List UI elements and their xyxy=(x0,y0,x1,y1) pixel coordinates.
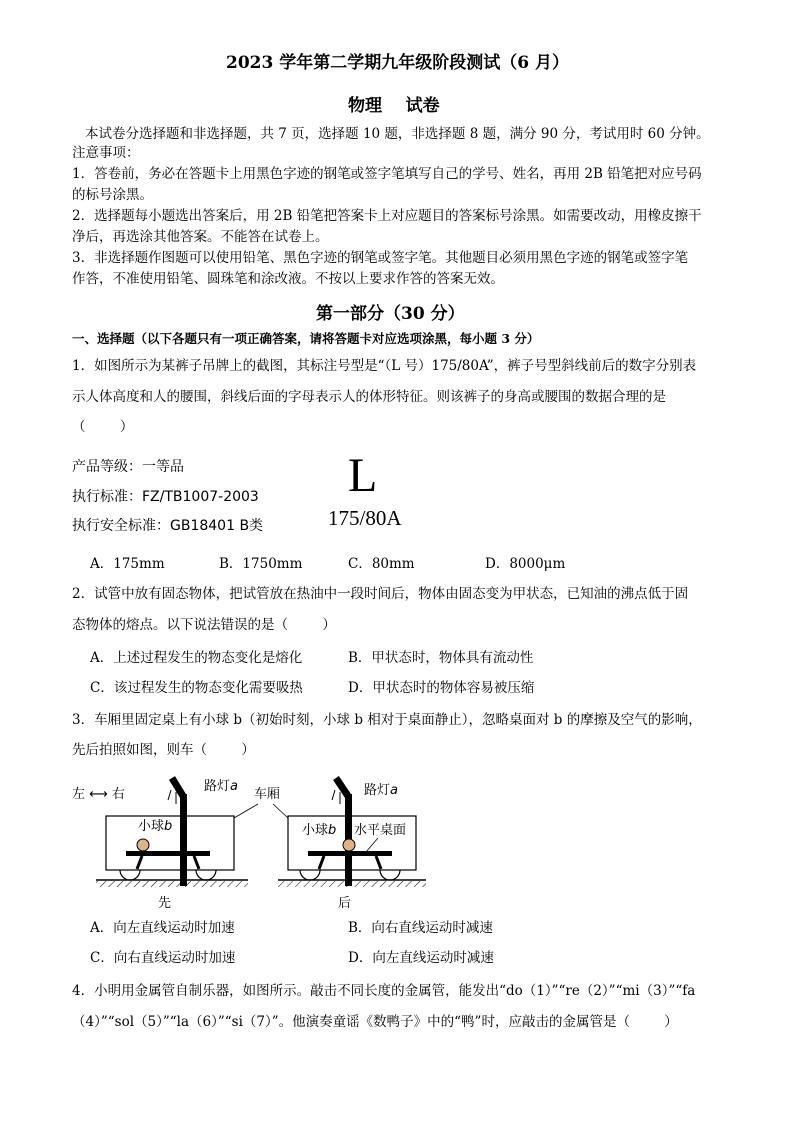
tag-safety: 执行安全标准：GB18401 B类 xyxy=(72,518,264,534)
ball-label-after: 小球 xyxy=(302,823,329,838)
tag-grade: 产品等级：一等品 xyxy=(72,459,184,475)
lamp-post-before xyxy=(180,794,187,886)
ball-after xyxy=(343,839,355,851)
ball-var-before: b xyxy=(164,819,173,834)
svg-text:小球b xyxy=(138,818,172,834)
note-1-cont: 的标号涂黑。 xyxy=(72,187,153,203)
q2-option-b: B．甲状态时，物体具有流动性 xyxy=(348,650,534,666)
section-heading: 一、选择题（以下各题只有一项正确答案，请将答题卡对应选项涂黑，每小题 3 分） xyxy=(72,331,540,346)
svg-text:路灯a xyxy=(364,783,398,798)
table-top-after xyxy=(308,851,392,856)
q3-option-d: D．向左直线运动时减速 xyxy=(348,950,494,966)
direction-label: 左 ⟷ 右 xyxy=(72,787,125,802)
table-top-before xyxy=(126,851,210,856)
q2-option-c: C．该过程发生的物态变化需要吸热 xyxy=(90,680,303,696)
tag-size-number: 175/80A xyxy=(328,506,402,530)
note-2: 2．选择题每小题选出答案后，用 2B 铅笔把答案卡上对应题目的答案标号涂黑。如需要改动，用橡皮擦干 xyxy=(72,208,702,224)
q2-option-a: A．上述过程发生的物态变化是熔化 xyxy=(90,650,303,666)
q3-option-a: A．向左直线运动时加速 xyxy=(90,920,235,936)
tag-size-letter: L xyxy=(348,449,378,502)
lamp-var-before: a xyxy=(230,779,238,794)
ball-before xyxy=(137,839,149,851)
lamp-label-after: 路灯 xyxy=(364,783,391,798)
q1-option-a: A．175mm xyxy=(90,556,165,572)
note-3-cont: 作答，不准使用铅笔、圆珠笔和涂改液。不按以上要求作答的答案无效。 xyxy=(72,271,504,287)
note-1: 1．答卷前，务必在答题卡上用黑色字迹的钢笔或签字笔填写自己的学号、姓名，再用 2B 铅笔把对应号码 xyxy=(72,166,702,182)
ball-label-before: 小球 xyxy=(138,819,165,834)
tag-standard: 执行标准：FZ/TB1007-2003 xyxy=(72,489,259,505)
lamp-arm-before xyxy=(172,778,183,796)
q2-option-d: D．甲状态时的物体容易被压缩 xyxy=(348,680,535,696)
table-label: 水平桌面 xyxy=(354,823,407,838)
before-label: 先 xyxy=(158,896,172,911)
note-3: 3．非选择题作图题可以使用铅笔、黑色字迹的钢笔或签字笔。其他题目必须用黑色字迹的钢笔或签字笔 xyxy=(72,250,689,266)
q4-stem-cont: （4）”“sol（5）”“la（6）”“si（7）”。他演奏童谣《数鸭子》中的“鸭”时，应敲击的金属管是（ ） xyxy=(72,1014,678,1030)
q2-stem-cont: 态物体的熔点。以下说法错误的是（ ） xyxy=(72,617,336,633)
q3-option-c: C．向右直线运动时加速 xyxy=(90,950,236,966)
part-heading: 第一部分（30 分） xyxy=(316,304,465,324)
exam-title: 2023 学年第二学期九年级阶段测试（6 月） xyxy=(226,53,569,73)
notes-heading: 注意事项： xyxy=(72,145,140,161)
scene-after xyxy=(278,778,426,911)
q1-option-c: C．80mm xyxy=(348,556,415,572)
svg-text:路灯a xyxy=(204,779,238,794)
q3-figure xyxy=(68,766,428,911)
q1-stem-cont: 示人体高度和人的腰围，斜线后面的字母表示人的体形特征。则该裤子的身高或腰围的数据合理的是 xyxy=(72,389,666,405)
lamp-var-after: a xyxy=(390,783,398,798)
q1-answer-paren: （ ） xyxy=(72,419,134,435)
q1-option-d: D．8000μm xyxy=(485,556,566,572)
q3-stem-cont: 先后拍照如图，则车（ ） xyxy=(72,742,255,758)
carriage-label: 车厢 xyxy=(254,787,281,802)
svg-text:小球b xyxy=(302,822,336,838)
q1-option-b: B．1750mm xyxy=(219,556,303,572)
q2-stem: 2．试管中放有固态物体，把试管放在热油中一段时间后，物体由固态变为甲状态，已知油的沸点低于固 xyxy=(72,586,689,602)
intro-line: 本试卷分选择题和非选择题，共 7 页，选择题 10 题，非选择题 8 题，满分 90 分，考试用时 60 分钟。 xyxy=(85,126,710,142)
q1-stem: 1．如图所示为某裤子吊牌上的截图，其标注号型是“（L 号）175/80A”，裤子号型斜线前后的数字分别表 xyxy=(72,358,697,374)
q3-stem: 3．车厢里固定桌上有小球 b（初始时刻，小球 b 相对于桌面静止），忽略桌面对 b 的摩擦及空气的影响， xyxy=(72,712,702,728)
q4-stem: 4．小明用金属管自制乐器，如图所示。敲击不同长度的金属管，能发出“do（1）”“re（2）”“mi（3）”“fa xyxy=(72,983,696,999)
q3-option-b: B．向右直线运动时减速 xyxy=(348,920,493,936)
note-2-cont: 净后，再选涂其他答案。不能答在试卷上。 xyxy=(72,229,329,245)
lamp-arm-after xyxy=(336,778,348,796)
after-label: 后 xyxy=(338,896,352,911)
lamp-label-before: 路灯 xyxy=(204,779,231,794)
subject-title: 物理 试卷 xyxy=(348,96,440,116)
ball-var-after: b xyxy=(328,823,337,838)
